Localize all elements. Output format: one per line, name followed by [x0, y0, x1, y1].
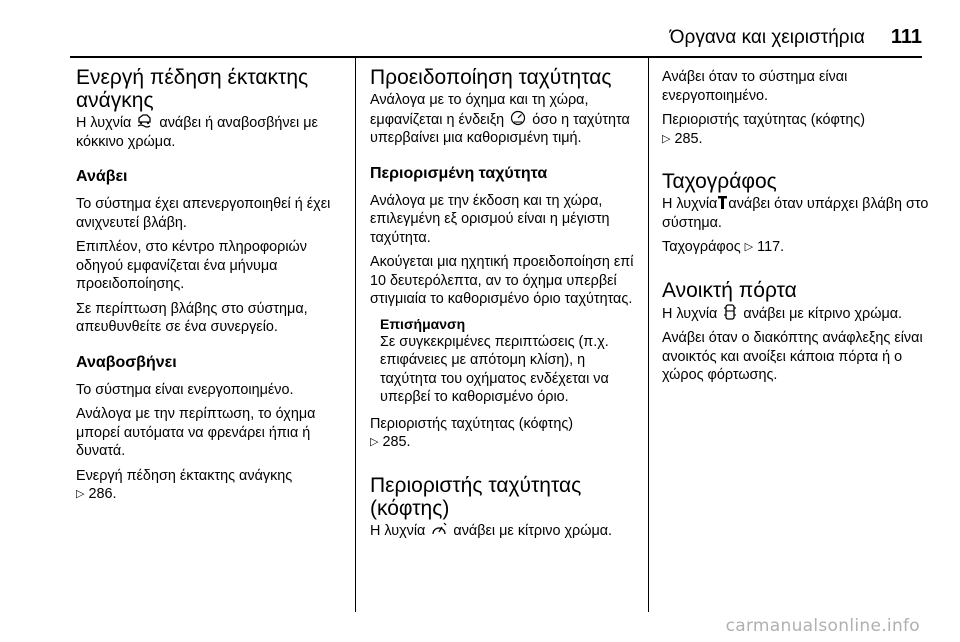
intro-paragraph: Ανάλογα με το όχημα και τη χώρα, εμφανίζεται η ένδειξη όσο η ταχύτητα υπερβαίνει μια καθορισμένη τιμή.	[370, 92, 630, 146]
paragraph: Ακούγεται μια ηχητική προειδοποίηση επί 10 δευτερόλεπτα, αν το όχημα υπερβεί στιγμιαία το καθορισμένο όριο ταχύτητας.	[370, 254, 634, 307]
page-reference-link[interactable]: 286.	[88, 486, 117, 502]
section-tachograph	[662, 170, 930, 257]
page-reference-link[interactable]: 117.	[757, 239, 785, 255]
paragraph: Ανάλογα με την έκδοση και τη χώρα, επιλεγμένη εξ ορισμού είναι η μέγιστη ταχύτητα.	[370, 192, 610, 246]
cross-reference: Περιοριστής ταχύτητας (κόφτης) ▷ 285.	[370, 415, 574, 450]
column-2	[370, 58, 638, 546]
column-divider-2	[648, 58, 649, 612]
paragraph: Επιπλέον, στο κέντρο πληροφοριών οδηγού εμφανίζεται ένα μήνυμα προειδοποίησης.	[76, 239, 307, 292]
page-reference-link[interactable]: 285.	[674, 130, 703, 147]
column-3	[662, 58, 930, 391]
intro-paragraph: Η λυχνία ανάβει ή αναβοσβήνει με κόκκινο χρώμα.	[76, 115, 318, 150]
paragraph: Η λυχνία ανάβει όταν υπάρχει βλάβη στο σύστημα.	[662, 196, 929, 231]
subheading-limited-speed: Περιορισμένη ταχύτητα	[370, 164, 548, 182]
page-reference-link[interactable]: 285.	[382, 434, 411, 450]
emergency-braking-icon	[137, 114, 153, 129]
cross-reference: Ενεργή πέδηση έκτακτης ανάγκης ▷ 286.	[76, 467, 293, 502]
paragraph: Το σύστημα έχει απενεργοποιηθεί ή έχει ανιχνευτεί βλάβη.	[76, 196, 331, 231]
column-1	[76, 58, 344, 510]
section-heading-speed-warning: Προειδοποίηση ταχύτητας	[370, 66, 612, 89]
page-header	[670, 26, 922, 49]
paragraph: Η λυχνία ανάβει με κίτρινο χρώμα.	[370, 522, 613, 539]
reference-arrow-icon: ▷	[662, 132, 671, 145]
tachograph-icon	[718, 195, 727, 210]
column-divider-1	[355, 58, 356, 612]
door-open-icon	[723, 304, 737, 320]
watermark: carmanualsonline.info	[725, 616, 920, 636]
reference-arrow-icon: ▷	[76, 488, 85, 500]
page-number: 111	[890, 26, 922, 48]
cross-reference: Περιοριστής ταχύτητας (κόφτης) ▷ 285.	[662, 112, 866, 147]
section-heading-speed-limiter: Περιοριστής ταχύτητας (κόφτης)	[370, 473, 582, 520]
speed-warning-icon	[510, 110, 526, 126]
note-text: Σε συγκεκριμένες περιπτώσεις (π.χ. επιφάνειες με απότομη κλίση), η ταχύτητα του οχήματος ενδέχεται να υπερβεί το καθορισμένο όριο.	[380, 333, 609, 405]
paragraph: Ανάβει όταν ο διακόπτης ανάφλεξης είναι ανοικτός και ανοίξει κάποια πόρτα ή ο χώρος φόρτωσης.	[662, 330, 923, 383]
header-title: Όργανα και χειριστήρια	[669, 27, 865, 48]
speed-limiter-icon	[431, 522, 447, 537]
note-title: Επισήμανση	[380, 315, 466, 332]
subheading-flashes: Αναβοσβήνει	[76, 353, 177, 371]
note-box	[380, 315, 638, 407]
section-heading-tachograph: Ταχογράφος	[662, 170, 777, 193]
cross-reference: Ταχογράφος ▷ 117.	[662, 239, 785, 255]
paragraph: Ανάλογα με την περίπτωση, το όχημα μπορεί αυτόματα να φρενάρει ήπια ή δυνατά.	[76, 406, 316, 459]
section-heading-open-door: Ανοικτή πόρτα	[662, 278, 797, 302]
paragraph: Η λυχνία ανάβει με κίτρινο χρώμα.	[662, 305, 903, 322]
paragraph: Ανάβει όταν το σύστημα είναι ενεργοποιημένο.	[662, 69, 848, 104]
section-heading-emergency-braking: Ενεργή πέδηση έκτακτης ανάγκης	[76, 66, 309, 112]
section-open-door	[662, 279, 930, 385]
paragraph: Το σύστημα είναι ενεργοποιημένο.	[76, 381, 294, 398]
paragraph: Σε περίπτωση βλάβης στο σύστημα, απευθυνθείτε σε ένα συνεργείο.	[76, 300, 308, 335]
reference-arrow-icon: ▷	[744, 241, 754, 253]
subheading-lights: Ανάβει	[76, 168, 128, 185]
reference-arrow-icon: ▷	[370, 436, 379, 448]
section-speed-limiter	[370, 474, 638, 541]
